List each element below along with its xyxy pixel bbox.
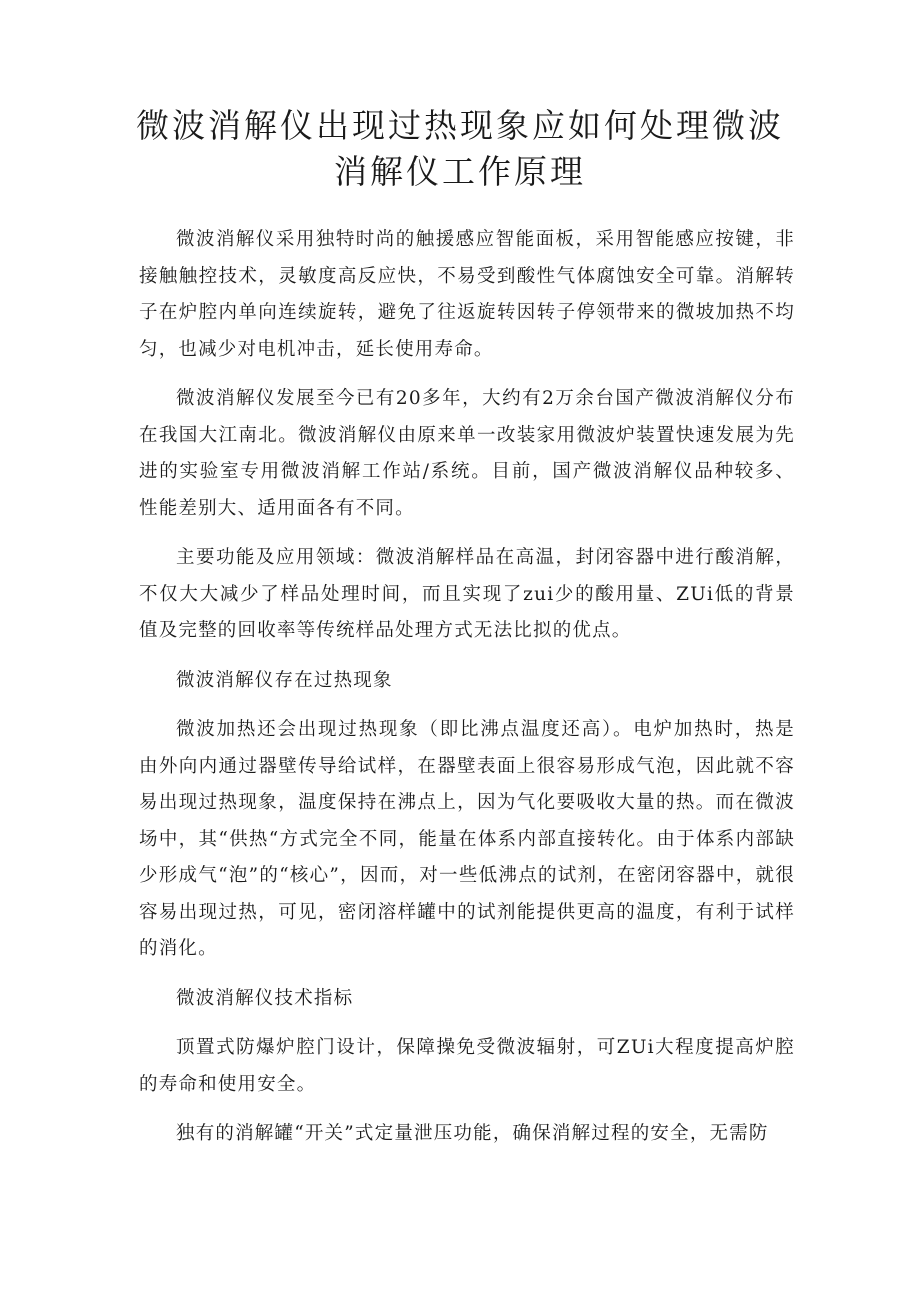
document-body <box>139 222 795 1166</box>
section-heading-overheating: 微波消解仪存在过热现象 <box>176 669 393 691</box>
document-title: 微波消解仪出现过热现象应如何处理微波消解仪工作原理 <box>136 106 784 191</box>
paragraph-development-history: 微波消解仪发展至今已有20多年，大约有2万余台国产微波消解仪分布在我国大江南北。微波消解仪由原来单一改装家用微波炉装置快速发展为先进的实验室专用微波消解工作站/系统。目前，国产微波消解仪品种较多、性能差别大、适用面各有不同。 <box>139 388 795 519</box>
paragraph-touch-panel: 微波消解仪采用独特时尚的触援感应智能面板，采用智能感应按键，非接触触控技术，灵敏度高反应快，不易受到酸性气体腐蚀安全可靠。消解转子在炉腔内单向连续旋转，避免了往返旋转因转子停领带来的微坡加热不均匀，也减少对电机冲击，延长使用寿命。 <box>139 229 795 360</box>
paragraph-pressure-relief: 独有的消解罐“开关”式定量泄压功能，确保消解过程的安全，无需防 <box>176 1123 769 1144</box>
paragraph-overheating: 微波加热还会出现过热现象（即比沸点温度还高）。电炉加热时，热是由外向内通过器壁传导给试样，在器壁表面上很容易形成气泡，因此就不容易出现过热现象，温度保持在沸点上，因为气化要吸收大量的热。而在微波场中，其“供热“方式完全不同，能量在体系内部直接转化。由于体系内部缺少形成气“泡”的“核心”，因而，对一些低沸点的试剂，在密闭容器中，就很容易出现过热，可见，密闭溶样罐中的试剂能提供更高的温度，有利于试样的消化。 <box>139 719 795 959</box>
paragraph-main-functions: 主要功能及应用领域：微波消解样品在高温，封闭容器中进行酸消解，不仅大大减少了样品处理时间，而且实现了zui少的酸用量、ZUi低的背景值及完整的回收率等传统样品处理方式无法比拟的优点。 <box>139 547 795 641</box>
section-heading-specifications: 微波消解仪技术指标 <box>176 987 354 1009</box>
paragraph-explosion-proof-door: 顶置式防爆炉腔门设计，保障操免受微波辐射，可ZUi大程度提高炉腔的寿命和使用安全。 <box>139 1037 795 1095</box>
